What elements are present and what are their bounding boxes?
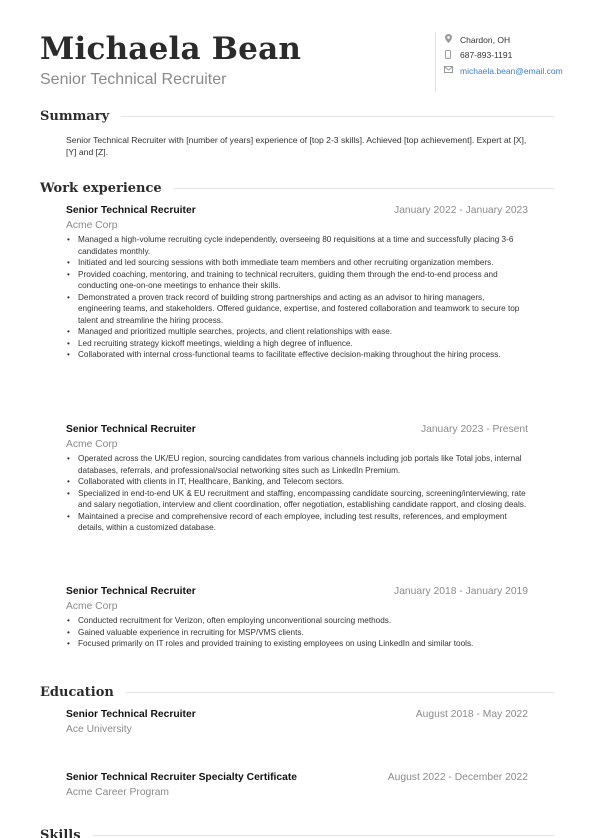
- work-heading: Work experience: [40, 181, 162, 196]
- candidate-title: Senior Technical Recruiter: [40, 71, 227, 88]
- work-section-heading: [40, 181, 554, 196]
- list-item: • Operated across the UK/EU region, sourcing candidates from various channels including job portals like Total jobs, internal databases, referrals, and professional/social networking sites such as LinkedIn Premium.: [66, 453, 528, 476]
- job-company: Acme Corp: [66, 601, 118, 612]
- list-item: • Initiated and led sourcing sessions with both immediate team members and other recruiting organization members.: [66, 257, 528, 269]
- job-company: Acme Corp: [66, 439, 118, 450]
- education-heading: Education: [40, 685, 114, 700]
- contact-location: [442, 32, 563, 47]
- contact-phone: [442, 48, 563, 63]
- skills-section-heading: [40, 828, 554, 838]
- section-divider: [93, 835, 554, 836]
- school-name: Ace University: [66, 724, 132, 735]
- list-item: • Managed a high-volume recruiting cycle independently, overseeing 80 requisitions at a time and successfully placing 3-6 candidates monthly.: [66, 234, 528, 257]
- work-entry: [66, 586, 528, 650]
- degree-title: Senior Technical Recruiter: [66, 709, 196, 720]
- phone-text: 687-893-1191: [460, 50, 513, 60]
- education-entry: [66, 772, 528, 798]
- education-section-heading: [40, 685, 554, 700]
- contact-email[interactable]: [442, 63, 563, 78]
- degree-dates: August 2022 - December 2022: [387, 772, 528, 783]
- list-item: • Specialized in end-to-end UK & EU recruitment and staffing, encompassing candidate sourcing, screening/interviewing, rate and salary negotiation, interview and client coordination, offer negotiation, establishing candidate rapport, and closing deals.: [66, 488, 528, 511]
- summary-text: Senior Technical Recruiter with [number of years] experience of [top 2-3 skills]. Achieved [top achievement]. Expert at [X], [Y] and [Z].: [66, 135, 527, 157]
- section-divider: [126, 692, 554, 693]
- phone-icon: [442, 50, 454, 61]
- summary-heading: Summary: [40, 109, 110, 124]
- skills-heading: Skills: [40, 828, 81, 838]
- job-bullets: [66, 453, 528, 534]
- education-entry: [66, 709, 528, 735]
- list-item: • Led recruiting strategy kickoff meetings, wielding a high degree of influence.: [66, 338, 528, 350]
- section-heading: [40, 181, 554, 196]
- list-item: • Conducted recruitment for Verizon, often employing unconventional sourcing methods.: [66, 615, 528, 627]
- job-bullets: [66, 234, 528, 361]
- work-entry: [66, 424, 528, 534]
- section-heading: [40, 828, 554, 838]
- list-item: • Managed and prioritized multiple searches, projects, and client relationships with ease.: [66, 326, 528, 338]
- degree-title: Senior Technical Recruiter Specialty Certificate: [66, 772, 298, 783]
- section-divider: [174, 188, 554, 189]
- envelope-icon: [442, 66, 454, 75]
- section-heading: [40, 109, 554, 124]
- list-item: • Demonstrated a proven track record of building strong partnerships and acting as an advisor to hiring managers, engineering teams, and stakeholders. Offered guidance, expertise, and fostered collaboration and teamwork to secure top talent and streamline the hiring process.: [66, 292, 528, 327]
- job-bullets: [66, 615, 528, 650]
- job-company: Acme Corp: [66, 220, 118, 231]
- job-title: Senior Technical Recruiter: [66, 205, 196, 216]
- list-item: • Focused primarily on IT roles and provided training to existing employees on using LinkedIn and similar tools.: [66, 638, 528, 650]
- job-dates: January 2018 - January 2019: [394, 586, 528, 597]
- work-entry: [66, 205, 528, 361]
- summary-section: [40, 109, 554, 158]
- list-item: • Collaborated with internal cross-functional teams to facilitate effective decision-making throughout the hiring process.: [66, 349, 528, 361]
- list-item: • Gained valuable experience in recruiting for MSP/VMS clients.: [66, 627, 528, 639]
- job-title: Senior Technical Recruiter: [66, 424, 196, 435]
- list-item: • Maintained a precise and comprehensive record of each employee, including test results, references, and employment details, within a customized database.: [66, 511, 528, 534]
- candidate-name: Michaela Bean: [40, 31, 302, 67]
- resume-header: [40, 30, 420, 89]
- map-pin-icon: [442, 34, 454, 45]
- section-divider: [121, 116, 554, 117]
- location-text: Chardon, OH: [460, 34, 511, 45]
- job-title: Senior Technical Recruiter: [66, 586, 196, 597]
- section-heading: [40, 685, 554, 700]
- degree-dates: August 2018 - May 2022: [415, 709, 528, 720]
- school-name: Acme Career Program: [66, 787, 169, 798]
- list-item: • Provided coaching, mentoring, and training to technical recruiters, guiding them through the end-to-end process and conducting one-on-one meetings to enhance their skills.: [66, 269, 528, 292]
- job-dates: January 2022 - January 2023: [394, 205, 528, 216]
- email-link[interactable]: michaela.bean@email.com: [460, 65, 563, 76]
- job-dates: January 2023 - Present: [420, 424, 528, 435]
- contact-info: [435, 32, 563, 92]
- list-item: • Collaborated with clients in IT, Healthcare, Banking, and Telecom sectors.: [66, 476, 528, 488]
